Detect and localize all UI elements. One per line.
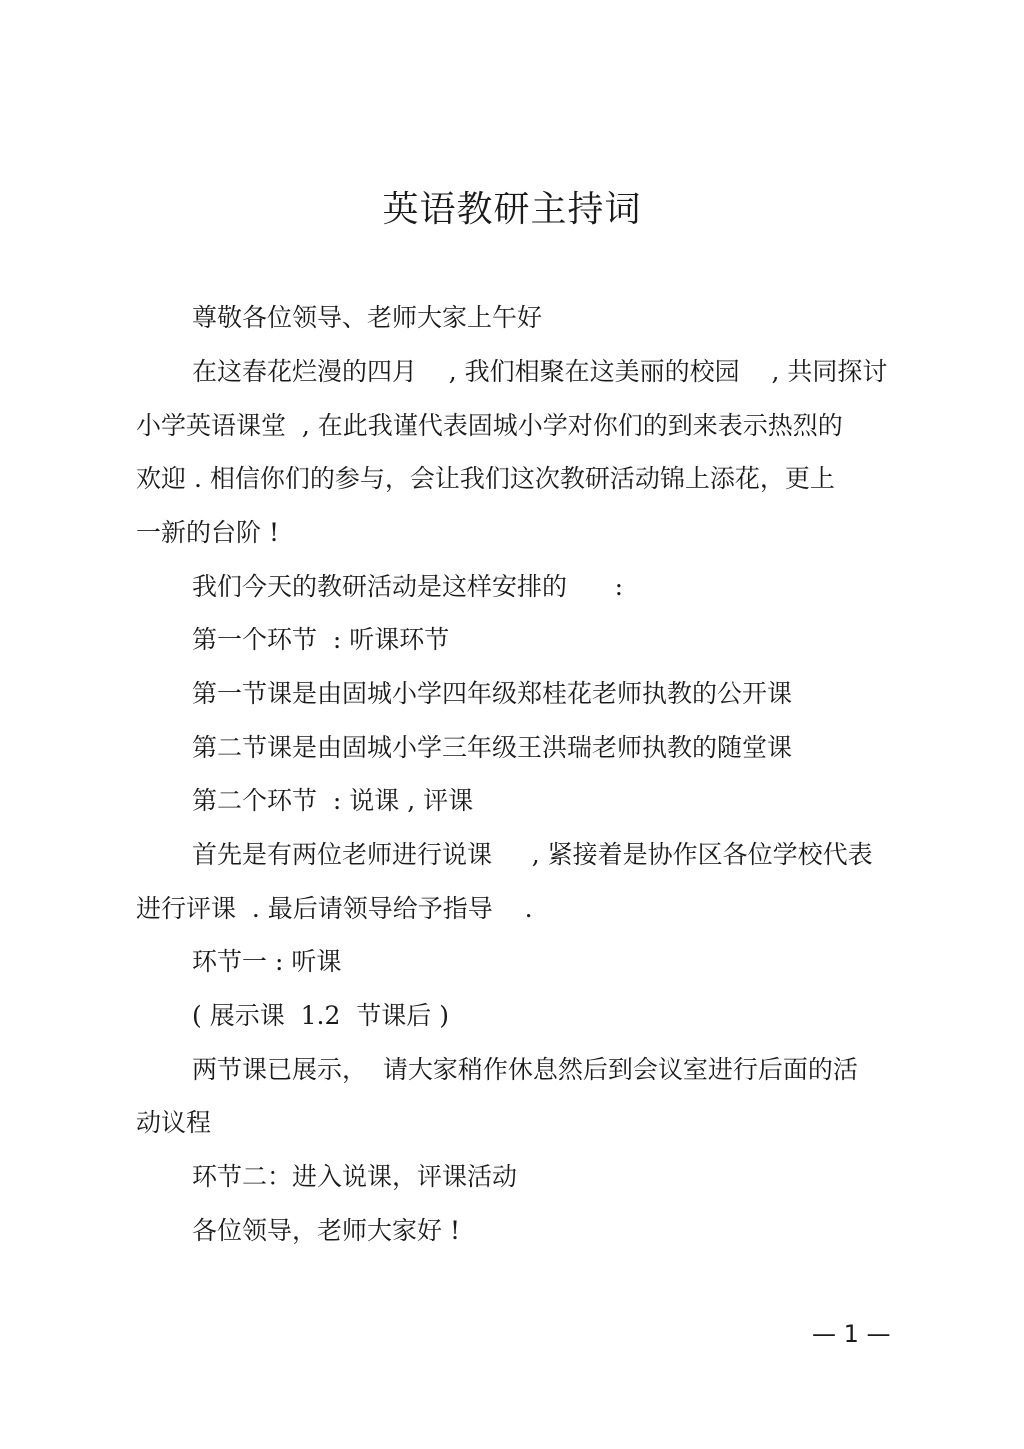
paragraph-line: 各位领导，老师大家好 !: [192, 1216, 460, 1245]
document-title: 英语教研主持词: [382, 189, 642, 230]
paragraph-line: 第二个环节 : 说课 , 评课: [192, 786, 474, 815]
paragraph-line: 环节一 : 听课: [192, 947, 342, 976]
paragraph-line: 第二节课是由固城小学三年级王洪瑞老师执教的随堂课: [192, 733, 793, 762]
paragraph-line: 小学英语课堂 , 在此我谨代表固城小学对你们的到来表示热烈的: [136, 411, 843, 440]
paragraph-line: 第一节课是由固城小学四年级郑桂花老师执教的公开课: [192, 679, 793, 708]
paragraph-line: 尊敬各位领导、老师大家上午好: [192, 303, 543, 332]
paragraph-line: 环节二：进入说课，评课活动: [192, 1162, 518, 1191]
paragraph-line: 欢迎 . 相信你们的参与，会让我们这次教研活动锦上添花，更上: [136, 464, 835, 493]
paragraph-line: 在这春花烂漫的四月 , 我们相聚在这美丽的校园 , 共同探讨: [192, 357, 888, 386]
page-number: — 1 —: [812, 1320, 891, 1348]
paragraph-line: 首先是有两位老师进行说课 , 紧接着是协作区各位学校代表: [192, 840, 873, 869]
paragraph-line: 我们今天的教研活动是这样安排的 :: [192, 572, 624, 601]
paragraph-line: 一新的台阶 !: [136, 518, 279, 547]
paragraph-line: 动议程: [136, 1108, 212, 1137]
paragraph-line: 进行评课 . 最后请领导给予指导 .: [136, 894, 533, 923]
paragraph-line: ( 展示课 1.2 节课后 ): [192, 1001, 449, 1030]
paragraph-line: 两节课已展示， 请大家稍作休息然后到会议室进行后面的活: [192, 1055, 858, 1084]
paragraph-line: 第一个环节 : 听课环节: [192, 625, 450, 654]
